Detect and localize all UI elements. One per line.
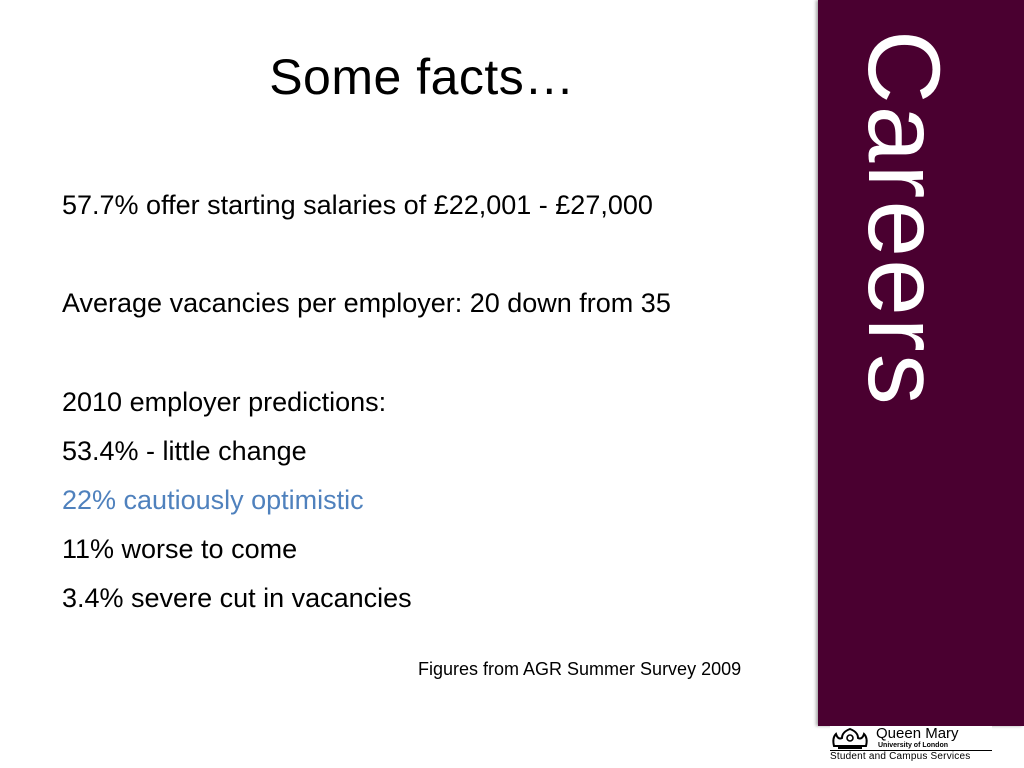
fact-line-predictions-heading: 2010 employer predictions:: [62, 387, 387, 417]
crown-crest-icon: [830, 726, 870, 750]
slide-title: Some facts…: [269, 49, 575, 105]
fact-line-salaries: 57.7% offer starting salaries of £22,001 - £27,000: [62, 190, 653, 220]
fact-line-cautiously-optimistic: 22% cautiously optimistic: [62, 485, 364, 515]
fact-line-little-change: 53.4% - little change: [62, 436, 307, 466]
university-logo: [830, 726, 992, 762]
logo-name: Queen Mary: [876, 725, 959, 742]
logo-subtitle: University of London: [878, 742, 948, 749]
logo-department: Student and Campus Services: [830, 750, 992, 763]
side-band: [818, 0, 1024, 726]
fact-line-worse-to-come: 11% worse to come: [62, 534, 298, 564]
fact-line-vacancies: Average vacancies per employer: 20 down from 35: [62, 288, 671, 318]
source-note: Figures from AGR Summer Survey 2009: [418, 659, 742, 679]
fact-line-severe-cut: 3.4% severe cut in vacancies: [62, 583, 412, 613]
side-band-label: Careers: [847, 30, 961, 407]
